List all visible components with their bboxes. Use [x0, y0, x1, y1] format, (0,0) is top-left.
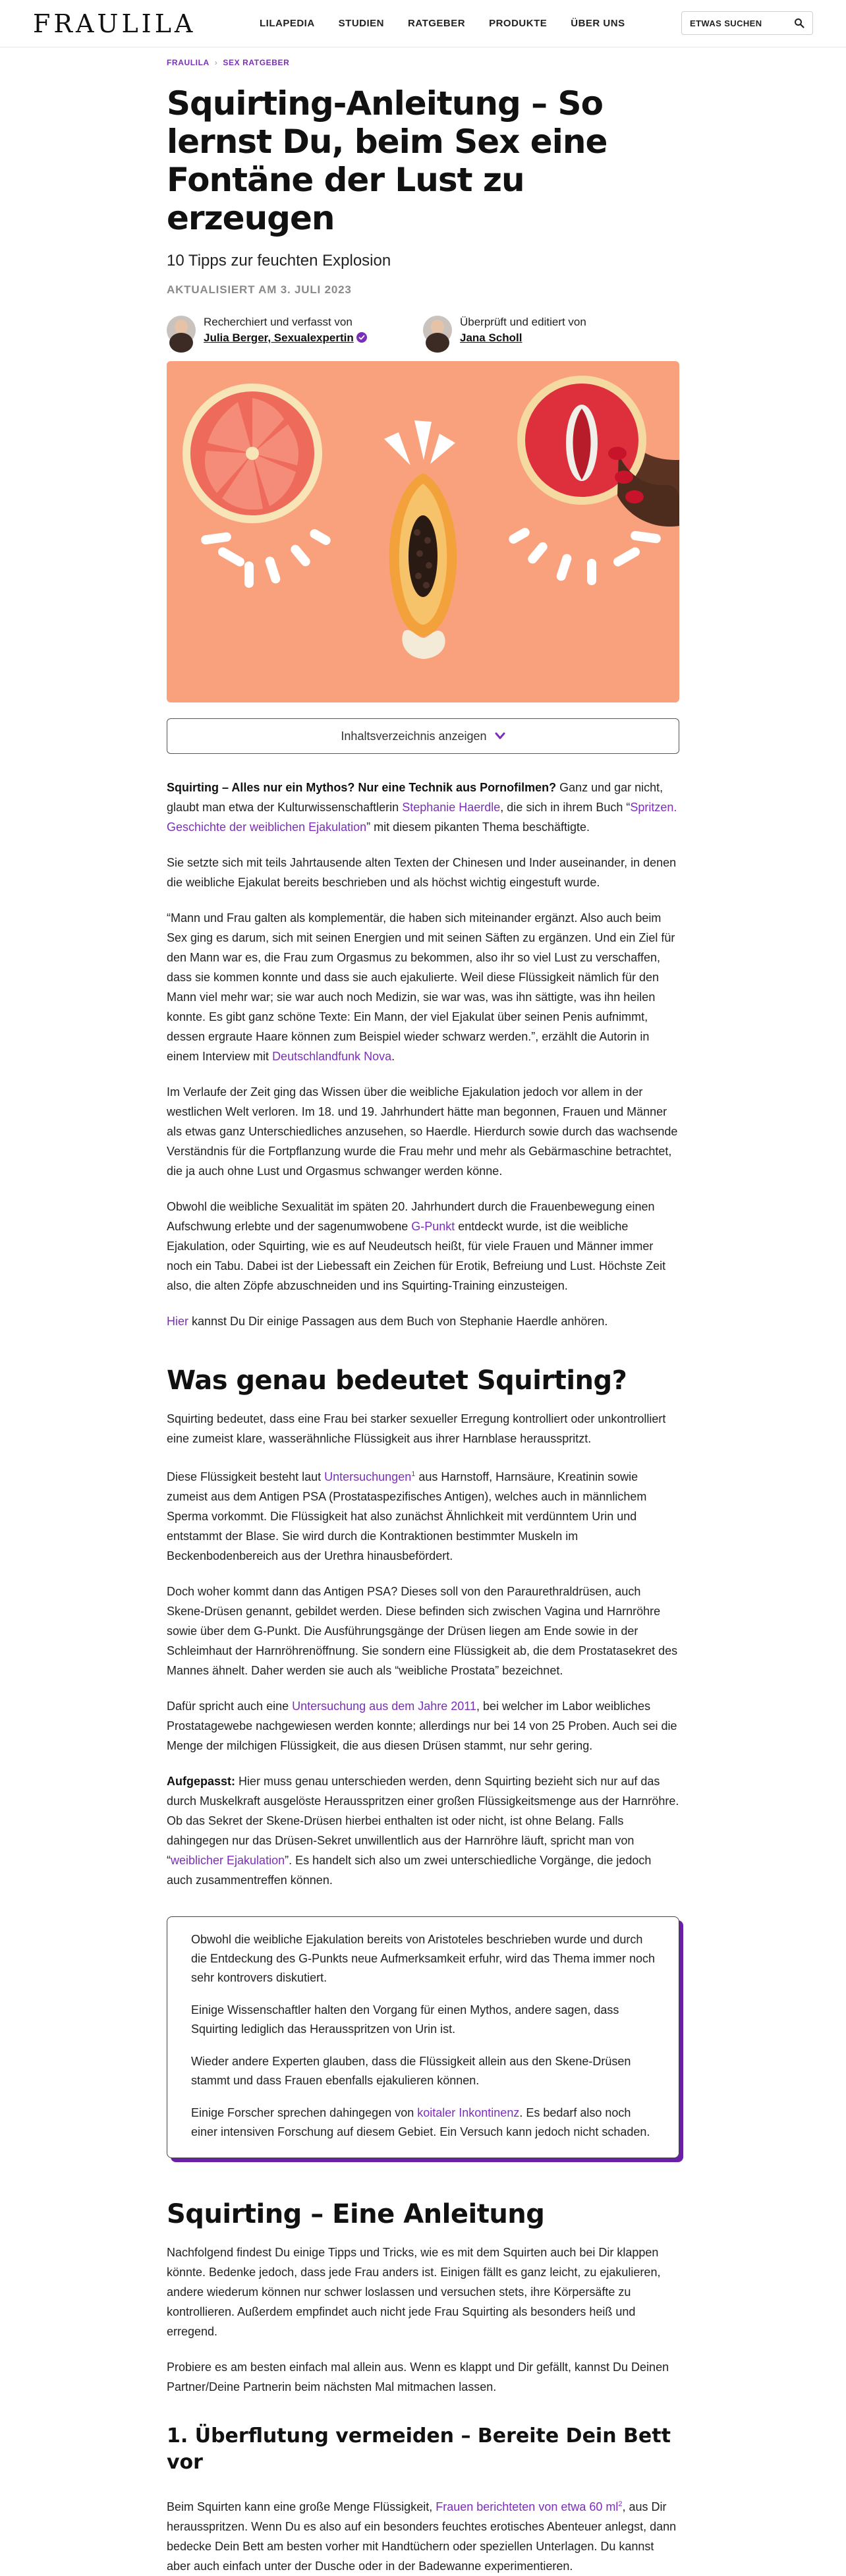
text-span: kannst Du Dir einige Passagen aus dem Buch von Stephanie Haerdle anhören. [188, 1315, 608, 1328]
updated-date: AKTUALISIERT AM 3. JULI 2023 [167, 283, 352, 296]
link-deutschlandfunk-nova[interactable]: Deutschlandfunk Nova [272, 1050, 392, 1063]
link-untersuchungen[interactable]: Untersuchungen [324, 1470, 412, 1483]
author-block [167, 314, 423, 347]
rays-right-icon [507, 526, 662, 585]
text-span: Dafür spricht auch eine [167, 1700, 293, 1713]
infobox-paragraph-1: Obwohl die weibliche Ejakulation bereits von Aristoteles beschrieben wurde und durch die Entdeckung des G-Punkts neue Aufmerksamkeit erfuhr, wird das Thema immer noch sehr kontrovers diskutiert. [191, 1933, 656, 1984]
search-box [681, 11, 813, 35]
author-row [167, 314, 679, 347]
section-heading-bett-vorbereiten: 1. Überflutung vermeiden – Bereite Dein Bett vor [167, 2424, 671, 2474]
intro-paragraph-4: Im Verlaufe der Zeit ging das Wissen über die weibliche Ejakulation jedoch vor allem in der westlichen Welt verloren. Im 18. und 19. Jahrhundert hätte man begonnen, Frauen und Männer als etwas ganz Unterschiedliches anzusehen, so Haerdle. Hierdurch sowie durch das wachsende Verständnis für die Fortpflanzung wurde die Frau mehr und mehr als Gebärmaschine betrachtet, die ja auch ohne Lust und Orgasmus schwanger werden könne. [167, 1085, 678, 1178]
text-span: ” mit diesem pikanten Thema beschäftigte. [366, 820, 590, 834]
link-frauen-berichteten[interactable]: Frauen berichteten von etwa 60 ml [436, 2500, 619, 2513]
text-span: Ganz und gar nicht, glaubt man etwa der Kulturwissenschaftlerin [167, 781, 663, 814]
intro-lead: Squirting – Alles nur ein Mythos? Nur eine Technik aus Pornofilmen? [167, 781, 557, 794]
intro-quote-paragraph [167, 908, 679, 1066]
avatar [167, 316, 196, 345]
section1-paragraph-5 [167, 1771, 679, 1890]
reviewer-role: Überprüft und editiert von [460, 316, 586, 328]
avatar [423, 316, 452, 345]
hero-illustration [167, 361, 679, 702]
chevron-down-icon [495, 732, 505, 740]
callout-label: Aufgepasst: [167, 1775, 236, 1788]
reviewer-name-link[interactable]: Jana Scholl [460, 331, 522, 344]
author-name-link[interactable]: Julia Berger, Sexualexpertin [204, 331, 354, 344]
author-info [204, 314, 367, 346]
text-span: aus Harnstoff, Harnsäure, Kreatinin sowie zumeist aus dem Antigen PSA (Prostataspezifisches Antigen), welches auch in männlichem Sperma vorkommt. Die Flüssigkeit hat also zunächst Ähnlichkeit mit verdünntem Urin und entstammt der Blase. Sie wird durch die Kontraktionen bestimmter Muskeln im Beckenbodenbereich aus der Urethra hinausbefördert. [167, 1470, 647, 1562]
text-span: entdeckt wurde, ist die weibliche Ejakulation, oder Squirting, wie es auf Neudeutsch heißt, für viele Frauen und Männer immer noch ein Tabu. Dabei ist der Liebessaft ein Zeichen für Erotik, Befreiung und Lust. Höchste Zeit also, die alten Zöpfe abzuschneiden und ins Squirting-Training einzusteigen. [167, 1220, 666, 1292]
nav-item-lilapedia[interactable]: LILAPEDIA [260, 18, 315, 29]
text-span: Beim Squirten kann eine große Menge Flüssigkeit, [167, 2500, 436, 2513]
main-nav [260, 18, 625, 29]
text-span: Diese Flüssigkeit besteht laut [167, 1470, 325, 1483]
article-main [167, 47, 679, 2576]
page-title: Squirting-Anleitung – So lernst Du, beim Sex eine Fontäne der Lust zu erzeugen [167, 84, 607, 237]
section1-paragraph-3: Doch woher kommt dann das Antigen PSA? Dieses soll von den Paraurethraldrüsen, auch Skene-Drüsen genannt, gebildet werden. Diese befinden sich zwischen Vagina und Harnröhre sowie über dem G-Punkt. Die Ausführungsgänge der Drüsen liegen am Ende sowie in der Schleimhaut der Harnröhrenöffnung. Sie sondern eine Flüssigkeit ab, die dem Prostatasekret des Mannes ähnelt. Daher werden sie auch als “weibliche Prostata” bezeichnet. [167, 1585, 678, 1677]
text-span: ”. Es handelt sich also um zwei unterschiedliche Vorgänge, die jedoch auch zusammentreffen können. [167, 1854, 652, 1887]
page-subtitle: 10 Tipps zur feuchten Explosion [167, 252, 391, 270]
toc-toggle-button[interactable] [167, 718, 679, 754]
author-role: Recherchiert und verfasst von [204, 316, 352, 328]
site-logo[interactable]: FRAULILA [33, 9, 196, 38]
breadcrumb-separator: › [214, 58, 218, 67]
link-hier[interactable]: Hier [167, 1315, 189, 1328]
info-box [167, 1916, 679, 2158]
search-input[interactable] [690, 17, 789, 29]
spark-icon [384, 420, 455, 465]
text-span: . Es bedarf also noch einer intensiven Forschung auf diesem Gebiet. Ein Versuch kann jedoch nicht schaden. [191, 2106, 650, 2138]
section1-paragraph-2 [167, 1464, 679, 1566]
article-body [167, 778, 679, 2576]
link-g-punkt[interactable]: G-Punkt [411, 1220, 455, 1233]
section1-paragraph-1: Squirting bedeutet, dass eine Frau bei starker sexueller Erregung kontrolliert oder unkontrolliert eine zumeist klare, wasserähnliche Flüssigkeit aus ihrer Harnblase herausspritzt. [167, 1412, 666, 1445]
link-weibliche-ejakulation[interactable]: weiblicher Ejakulation [171, 1854, 285, 1867]
intro-paragraph-2: Sie setzte sich mit teils Jahrtausende alten Texten der Chinesen und Inder auseinander, in denen die weibliche Ejakulat bereits beschrieben und als höchst wichtig eingestuft wurde. [167, 856, 677, 889]
site-header [0, 0, 846, 47]
section2-paragraph-1: Nachfolgend findest Du einige Tipps und Tricks, wie es mit dem Squirten auch bei Dir klappen könnte. Bedenke jedoch, dass jede Frau anders ist. Einigen fällt es ganz leicht, zu ejakulieren, andere wiederum können nur schwer loslassen und versuchen stets, ihre Körpersäfte zu kontrollieren. Außerdem empfindet auch nicht jede Frau Squirting als besonders heiß und erregend. [167, 2246, 661, 2338]
intro-paragraph-6 [167, 1311, 679, 1331]
search-icon[interactable] [794, 18, 804, 28]
grapefruit-left-image [183, 384, 322, 523]
link-untersuchung-2011[interactable]: Untersuchung aus dem Jahre 2011 [292, 1700, 476, 1713]
text-span: Obwohl die weibliche Sexualität im späten 20. Jahrhundert durch die Frauenbewegung einen Aufschwung erlebte und der sagenumwobene [167, 1200, 655, 1233]
rays-left-icon [200, 527, 332, 588]
verified-badge-icon [356, 332, 367, 343]
nav-item-ueber-uns[interactable]: ÜBER UNS [571, 18, 625, 29]
infobox-paragraph-2: Einige Wissenschaftler halten den Vorgang für einen Mythos, andere sagen, dass Squirting lediglich das Herausspritzen von Urin ist. [191, 2003, 619, 2036]
text-span: Einige Forscher sprechen dahingegen von [191, 2106, 418, 2119]
toc-button-label: Inhaltsverzeichnis anzeigen [341, 729, 487, 743]
text-span: , aus Dir herausspritzen. Wenn Du es also auf ein besonders feuchtes erotisches Abenteuer anlegst, dann bedecke Dein Bett am besten vorher mit Handtüchern oder speziellen Unterlagen. Du kannst aber auch einfach unter der Dusche oder in der Badewanne experimentieren. [167, 2500, 677, 2573]
section3-paragraph-1 [167, 2494, 679, 2576]
text-span: . [391, 1050, 395, 1063]
section-heading-anleitung: Squirting – Eine Anleitung [167, 2199, 545, 2229]
hero-image [167, 361, 679, 702]
reviewer-block [423, 314, 679, 347]
breadcrumb-item-sex-ratgeber[interactable]: SEX RATGEBER [223, 58, 290, 67]
intro-paragraph [167, 778, 679, 837]
breadcrumb [167, 58, 679, 67]
section2-paragraph-2: Probiere es am besten einfach mal allein aus. Wenn es klappt und Dir gefällt, kannst Du Deinen Partner/Deine Partnerin beim nächsten Mal mitmachen lassen. [167, 2361, 669, 2393]
nav-item-produkte[interactable]: PRODUKTE [489, 18, 548, 29]
nav-item-studien[interactable]: STUDIEN [338, 18, 385, 29]
intro-paragraph-5 [167, 1197, 679, 1296]
infobox-paragraph-4 [191, 2104, 655, 2142]
link-book-spritzen[interactable]: Spritzen. Geschichte der weiblichen Ejakulation [167, 801, 677, 834]
reviewer-info [460, 314, 586, 346]
infobox-paragraph-3: Wieder andere Experten glauben, dass die Flüssigkeit allein aus den Skene-Drüsen stammt und dass Frauen ebenfalls ejakulieren können. [191, 2055, 631, 2087]
papaya-image [389, 473, 457, 659]
text-span: , die sich in ihrem Buch “ [500, 801, 631, 814]
nav-item-ratgeber[interactable]: RATGEBER [408, 18, 466, 29]
breadcrumb-item-fraulila[interactable]: FRAULILA [167, 58, 210, 67]
text-span: Hier muss genau unterschieden werden, denn Squirting bezieht sich nur auf das durch Muskelkraft ausgelöste Herausspritzen einer großen Flüssigkeitsmenge aus der Harnröhre. Ob das Sekret der Skene-Drüsen hierbei enthalten ist oder nicht, ist ohne Belang. Falls dahingegen nur das Drüsen-Sekret unwillentlich aus der Harnröhre läuft, spricht man von “ [167, 1775, 679, 1867]
section1-paragraph-4 [167, 1696, 679, 1756]
link-stephanie-haerdle[interactable]: Stephanie Haerdle [402, 801, 501, 814]
section-heading-squirting-meaning: Was genau bedeutet Squirting? [167, 1365, 627, 1396]
footnote-ref[interactable]: 1 [411, 1470, 416, 1478]
footnote-ref[interactable]: 2 [618, 2500, 623, 2508]
text-span: “Mann und Frau galten als komplementär, die haben sich miteinander ergänzt. Also auch beim Sex ging es darum, sich mit seinen Energien und mit seinen Säften zu ergänzen. Und ein Ziel für den Mann war es, die Frau zum Orgasmus zu bekommen, also ihr so viel Lust zu verschaffen, dass sie kommen konnte und dass sie auch ejakulierte. Weil diese Flüssigkeit nämlich für den Mann viel mehr war; sie war auch noch Medizin, sie war was, was ihn sättigte, was ihn heilen konnte. Es gibt ganz schöne Texte: Ein Mann, der viel Ejakulat über seinen Penis aufnimmt, dessen ergraute Haare können zum Beispiel wieder schwarz werden.”, erzählt die Autorin in einem Interview mit [167, 911, 675, 1063]
text-span: , bei welcher im Labor weibliches Prostatagewebe nachgewiesen werden konnte; allerdings nur bei 14 von 25 Proben. Auch sei die Menge der milchigen Flüssigkeit, die aus diesen Drüsen stammt, nur sehr gering. [167, 1700, 677, 1752]
link-koitale-inkontinenz[interactable]: koitaler Inkontinenz [417, 2106, 520, 2119]
grapefruit-right-image [517, 376, 679, 527]
